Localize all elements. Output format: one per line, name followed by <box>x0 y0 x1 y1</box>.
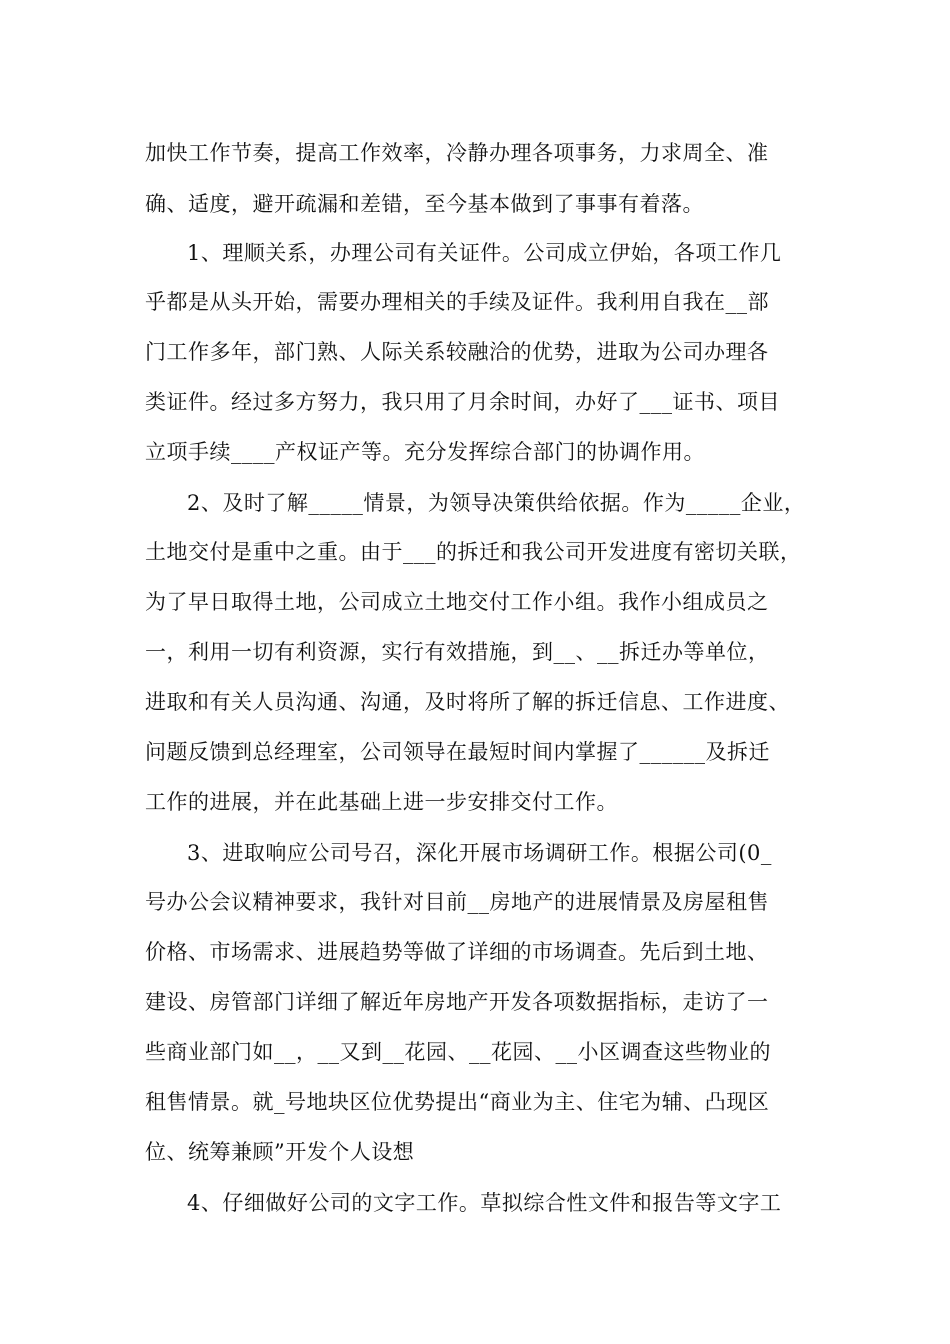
paragraph-3-start: 3、进取响应公司号召，深化开展市场调研工作。根据公司(0_ <box>187 841 772 865</box>
text-line: 建设、房管部门详细了解近年房地产开发各项数据指标，走访了一 <box>145 990 769 1014</box>
text-line: 号办公会议精神要求，我针对目前__房地产的进展情景及房屋租售 <box>145 890 769 914</box>
text-line: 一，利用一切有利资源，实行有效措施，到__、__拆迁办等单位， <box>145 640 770 664</box>
text-line: 位、统筹兼顾”开发个人设想 <box>145 1140 415 1164</box>
text-line: 进取和有关人员沟通、沟通，及时将所了解的拆迁信息、工作进度、 <box>145 690 790 714</box>
text-line: 乎都是从头开始，需要办理相关的手续及证件。我利用自我在__部 <box>145 290 769 314</box>
text-line: 立项手续____产权证产等。充分发挥综合部门的协调作用。 <box>145 440 705 464</box>
paragraph-4-start: 4、仔细做好公司的文字工作。草拟综合性文件和报告等文字工 <box>187 1191 782 1215</box>
text-line: 确、适度，避开疏漏和差错，至今基本做到了事事有着落。 <box>145 192 704 216</box>
text-line: 加快工作节奏，提高工作效率，冷静办理各项事务，力求周全、准 <box>145 141 769 165</box>
text-line: 价格、市场需求、进展趋势等做了详细的市场调查。先后到土地、 <box>145 940 769 964</box>
paragraph-2-start: 2、及时了解_____情景，为领导决策供给依据。作为_____企业， <box>187 491 806 515</box>
text-line: 门工作多年，部门熟、人际关系较融洽的优势，进取为公司办理各 <box>145 340 769 364</box>
text-line: 为了早日取得土地，公司成立土地交付工作小组。我作小组成员之 <box>145 590 769 614</box>
text-line: 问题反馈到总经理室，公司领导在最短时间内掌握了______及拆迁 <box>145 740 770 764</box>
text-line: 土地交付是重中之重。由于___的拆迁和我公司开发进度有密切关联， <box>145 540 802 564</box>
text-line: 些商业部门如__，__又到__花园、__花园、__小区调查这些物业的 <box>145 1040 771 1064</box>
text-line: 租售情景。就_号地块区位优势提出“商业为主、住宅为辅、凸现区 <box>145 1090 770 1114</box>
text-line: 类证件。经过多方努力，我只用了月余时间，办好了___证书、项目 <box>145 390 780 414</box>
text-line: 工作的进展，并在此基础上进一步安排交付工作。 <box>145 790 618 814</box>
paragraph-1-start: 1、理顺关系，办理公司有关证件。公司成立伊始，各项工作几 <box>187 241 782 265</box>
